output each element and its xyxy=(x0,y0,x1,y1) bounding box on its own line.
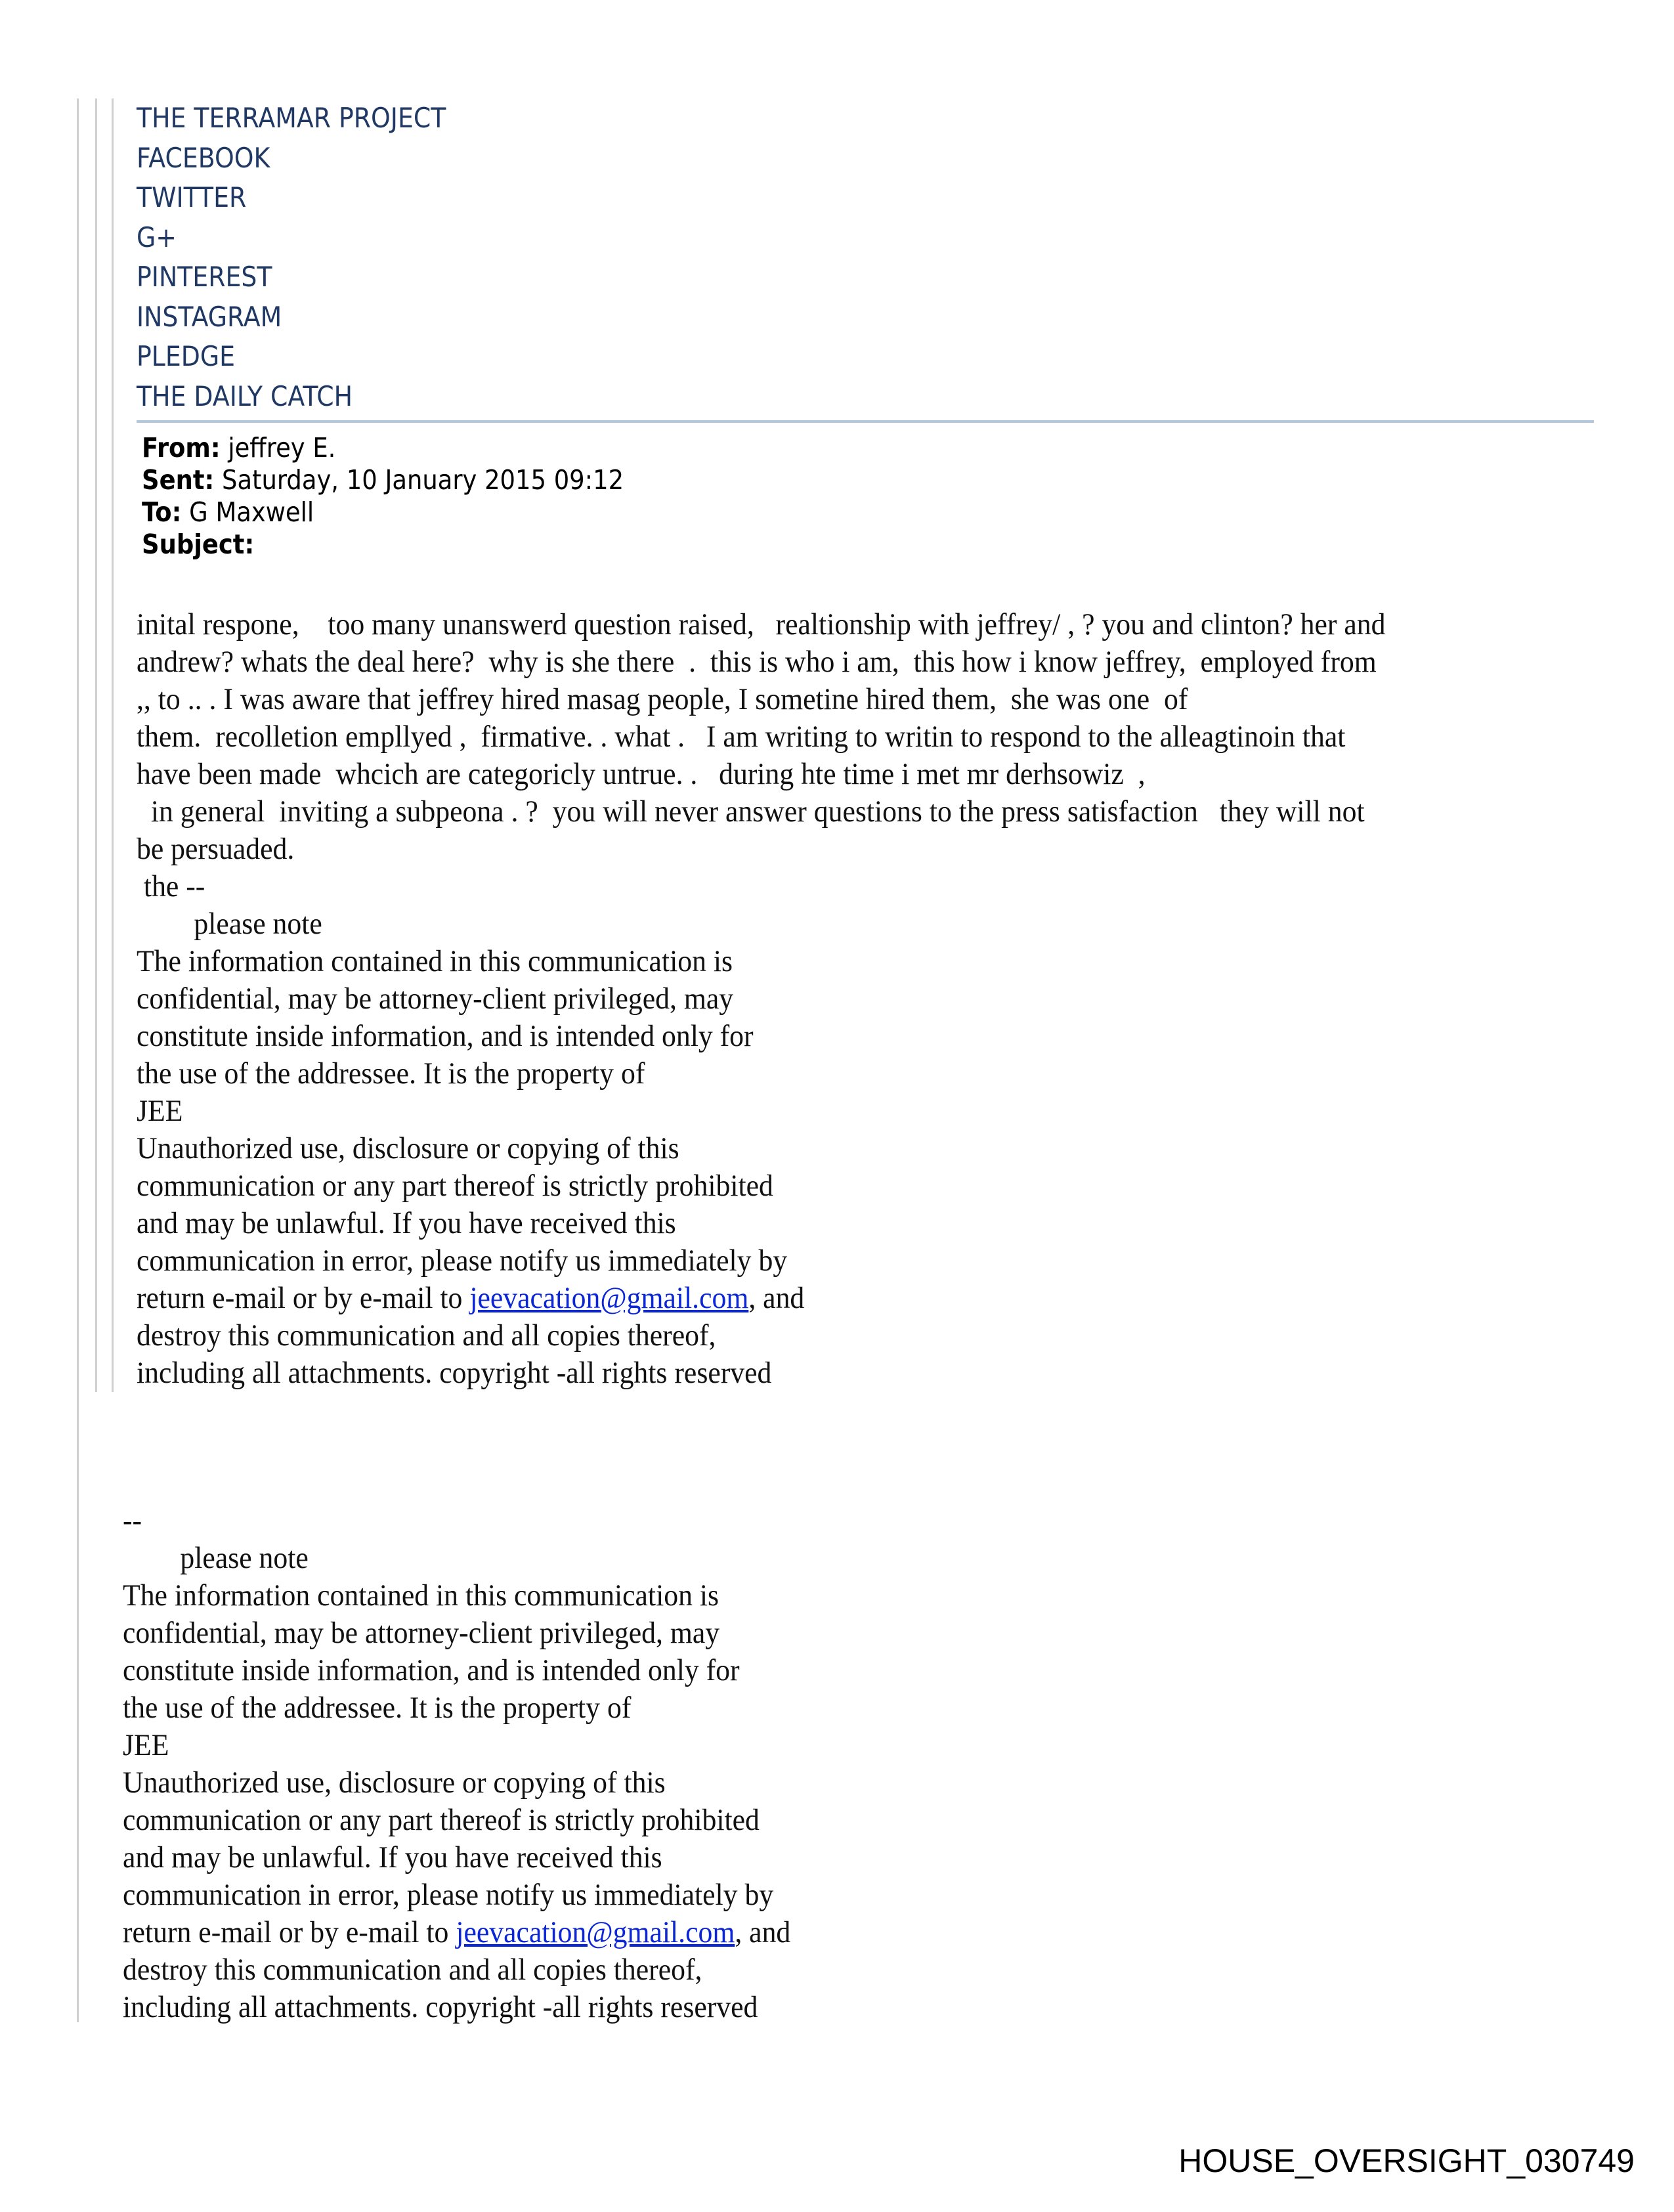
signature-line: the use of the addressee. It is the property of xyxy=(137,1056,645,1091)
signature-line: The information contained in this communication is xyxy=(137,944,733,978)
signature-line: constitute inside information, and is intended only for xyxy=(137,1019,754,1053)
signature-line: communication or any part thereof is strictly prohibited xyxy=(123,1803,760,1837)
signature-block-2 xyxy=(123,1540,841,2026)
nav-links xyxy=(137,98,481,416)
signature-line: destroy this communication and all copies thereof, xyxy=(123,1953,702,1987)
to-row: To: G Maxwell xyxy=(142,496,314,528)
signature-line: communication in error, please notify us immediately by xyxy=(123,1878,774,1912)
nav-link-daily-catch[interactable]: THE DAILY CATCH xyxy=(137,380,353,412)
message-body xyxy=(137,606,1480,905)
signature-line: communication in error, please notify us immediately by xyxy=(137,1244,788,1278)
body-line: them. recolletion empllyed , firmative. . what . I am writing to writin to respond to the alleagtinoin that xyxy=(137,720,1346,754)
subject-row: Subject: xyxy=(142,529,255,560)
signature-line: JEE xyxy=(137,1094,183,1128)
signature-line: constitute inside information, and is intended only for xyxy=(123,1653,740,1687)
signature-line: please note xyxy=(137,907,322,941)
signature-line: The information contained in this communication is xyxy=(123,1578,719,1613)
signature-separator: -- xyxy=(123,1504,142,1538)
body-line: be persuaded. xyxy=(137,832,295,866)
signature-line: Unauthorized use, disclosure or copying of this xyxy=(123,1766,666,1800)
signature-line: JEE xyxy=(123,1728,169,1762)
body-line: the -- xyxy=(137,869,205,903)
nav-link-instagram[interactable]: INSTAGRAM xyxy=(137,300,282,333)
signature-line: and may be unlawful. If you have received this xyxy=(137,1206,676,1240)
signature-line: including all attachments. copyright -all rights reserved xyxy=(137,1356,772,1390)
signature-text: return e-mail or by e-mail to xyxy=(123,1915,456,1949)
divider xyxy=(137,420,1594,423)
bates-number: HOUSE_OVERSIGHT_030749 xyxy=(1178,2142,1635,2179)
signature-line: confidential, may be attorney-client privileged, may xyxy=(123,1616,720,1650)
body-line: inital respone, too many unanswerd question raised, realtionship with jeffrey/ , ? you and clinton? her and xyxy=(137,607,1386,641)
signature-block-1 xyxy=(137,905,855,1392)
nav-link-terramar[interactable]: THE TERRAMAR PROJECT xyxy=(137,102,446,134)
quote-bar-middle xyxy=(95,98,97,1392)
signature-line: and may be unlawful. If you have received this xyxy=(123,1840,662,1875)
nav-link-facebook[interactable]: FACEBOOK xyxy=(137,141,270,174)
nav-link-twitter[interactable]: TWITTER xyxy=(137,181,247,213)
signature-text: , and xyxy=(735,1915,791,1949)
signature-text: return e-mail or by e-mail to xyxy=(137,1281,470,1315)
quote-bar-inner xyxy=(112,98,114,1392)
sent-value: Saturday, 10 January 2015 09:12 xyxy=(222,464,624,496)
sent-row: Sent: Saturday, 10 January 2015 09:12 xyxy=(142,464,624,496)
signature-link-line xyxy=(137,1280,804,1317)
body-line: ,, to .. . I was aware that jeffrey hired masag people, I sometine hired them, she was one of xyxy=(137,682,1188,716)
from-value: jeffrey E. xyxy=(228,432,336,464)
to-value: G Maxwell xyxy=(189,496,314,528)
body-line: andrew? whats the deal here? why is she there . this is who i am, this how i know jeffrey, employed from xyxy=(137,645,1377,679)
email-link[interactable]: jeevacation@gmail.com xyxy=(456,1915,735,1949)
signature-text: , and xyxy=(748,1281,805,1315)
signature-line: communication or any part thereof is strictly prohibited xyxy=(137,1169,773,1203)
email-link[interactable]: jeevacation@gmail.com xyxy=(469,1281,749,1315)
body-line: have been made whcich are categoricly untrue. . during hte time i met mr derhsowiz , xyxy=(137,757,1146,791)
signature-line: including all attachments. copyright -all rights reserved xyxy=(123,1990,758,2024)
signature-line: destroy this communication and all copies thereof, xyxy=(137,1318,716,1353)
signature-line: confidential, may be attorney-client privileged, may xyxy=(137,982,734,1016)
signature-line: please note xyxy=(123,1541,309,1575)
body-line: in general inviting a subpeona . ? you will never answer questions to the press satisfaction they will not xyxy=(137,794,1365,829)
quote-bar-outer xyxy=(77,98,79,2022)
nav-link-pinterest[interactable]: PINTEREST xyxy=(137,261,272,293)
signature-line: the use of the addressee. It is the property of xyxy=(123,1691,632,1725)
nav-link-pledge[interactable]: PLEDGE xyxy=(137,340,236,372)
signature-link-line xyxy=(123,1914,790,1951)
signature-line: Unauthorized use, disclosure or copying of this xyxy=(137,1131,679,1165)
from-row: From: jeffrey E. xyxy=(142,432,336,464)
nav-link-gplus[interactable]: G+ xyxy=(137,221,177,253)
email-header xyxy=(142,432,677,561)
